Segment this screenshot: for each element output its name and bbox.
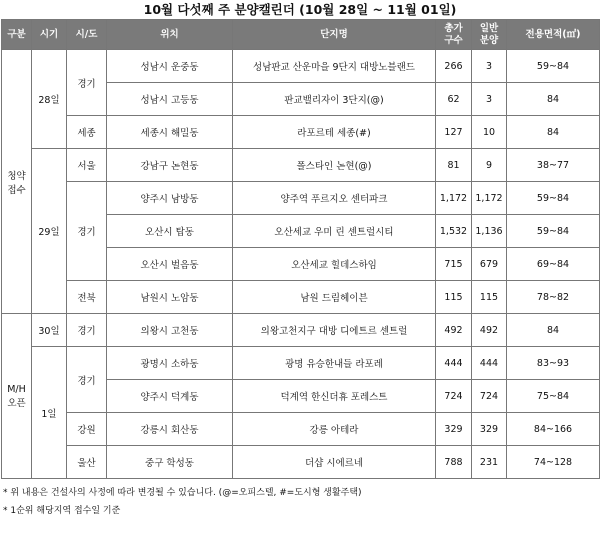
header-timing: 시기 (32, 20, 67, 50)
area-cell: 74~128 (507, 446, 600, 479)
timing-cell: 28일 (32, 50, 67, 149)
location-cell: 오산시 벌음동 (107, 248, 233, 281)
total-units-cell: 724 (436, 380, 472, 413)
location-cell: 세종시 해밀동 (107, 116, 233, 149)
area-cell: 84 (507, 314, 600, 347)
region-cell: 경기 (67, 347, 107, 413)
sales-calendar-table (1, 19, 600, 479)
area-cell: 75~84 (507, 380, 600, 413)
footnote-change-notice: * 위 내용은 건설사의 사정에 따라 변경될 수 있습니다. (@=오피스텔, #=도시형 생활주택) (3, 488, 362, 498)
total-units-cell: 266 (436, 50, 472, 83)
total-units-cell: 81 (436, 149, 472, 182)
section-label-line1: M/H (7, 383, 26, 395)
total-units-cell: 62 (436, 83, 472, 116)
region-cell: 경기 (67, 182, 107, 281)
table-row (2, 446, 600, 479)
general-supply-cell: 1,136 (472, 215, 507, 248)
general-supply-cell: 3 (472, 50, 507, 83)
location-cell: 의왕시 고천동 (107, 314, 233, 347)
header-complex: 단지명 (233, 20, 436, 50)
general-supply-cell: 329 (472, 413, 507, 446)
general-supply-cell: 444 (472, 347, 507, 380)
location-cell: 오산시 탑동 (107, 215, 233, 248)
general-supply-cell: 231 (472, 446, 507, 479)
header-row (2, 20, 600, 50)
general-supply-cell: 1,172 (472, 182, 507, 215)
complex-cell: 성남판교 산운마을 9단지 대방노블랜드 (233, 50, 436, 83)
location-cell: 광명시 소하동 (107, 347, 233, 380)
region-cell: 경기 (67, 50, 107, 116)
table-row (2, 413, 600, 446)
total-units-cell: 115 (436, 281, 472, 314)
region-cell: 경기 (67, 314, 107, 347)
table-row (2, 116, 600, 149)
section-cell (2, 50, 32, 314)
region-cell: 세종 (67, 116, 107, 149)
total-units-cell: 492 (436, 314, 472, 347)
header-general-line1: 일반 (479, 22, 499, 34)
area-cell: 84 (507, 116, 600, 149)
complex-cell: 폴스타인 논현(@) (233, 149, 436, 182)
complex-cell: 판교밸리자이 3단지(@) (233, 83, 436, 116)
total-units-cell: 788 (436, 446, 472, 479)
complex-cell: 양주역 푸르지오 센터파크 (233, 182, 436, 215)
area-cell: 78~82 (507, 281, 600, 314)
timing-cell: 30일 (32, 314, 67, 347)
area-cell: 84 (507, 83, 600, 116)
header-general-line2: 분양 (479, 34, 499, 46)
location-cell: 성남시 고등동 (107, 83, 233, 116)
complex-cell: 강릉 아테라 (233, 413, 436, 446)
table-row (2, 314, 600, 347)
area-cell: 84~166 (507, 413, 600, 446)
complex-cell: 덕계역 한신더휴 포레스트 (233, 380, 436, 413)
location-cell: 양주시 덕계동 (107, 380, 233, 413)
section-label-line1: 청약 (7, 170, 26, 182)
header-total-line1: 총가 (444, 22, 463, 34)
header-total-line2: 구수 (444, 34, 463, 46)
area-cell: 59~84 (507, 182, 600, 215)
region-cell: 울산 (67, 446, 107, 479)
region-cell: 전북 (67, 281, 107, 314)
complex-cell: 의왕고천지구 대방 디에트르 센트럴 (233, 314, 436, 347)
section-label-line2: 접수 (7, 184, 26, 196)
total-units-cell: 127 (436, 116, 472, 149)
timing-cell: 29일 (32, 149, 67, 314)
table-row (2, 182, 600, 215)
area-cell: 59~84 (507, 215, 600, 248)
location-cell: 강릉시 회산동 (107, 413, 233, 446)
general-supply-cell: 492 (472, 314, 507, 347)
page-title: 10월 다섯째 주 분양캘린더 (10월 28일 ~ 11월 01일) (143, 2, 457, 17)
area-cell: 38~77 (507, 149, 600, 182)
general-supply-cell: 724 (472, 380, 507, 413)
total-units-cell: 329 (436, 413, 472, 446)
timing-cell: 1일 (32, 347, 67, 479)
general-supply-cell: 115 (472, 281, 507, 314)
location-cell: 중구 학성동 (107, 446, 233, 479)
location-cell: 강남구 논현동 (107, 149, 233, 182)
footnote-date-basis: * 1순위 해당지역 접수일 기준 (3, 506, 121, 516)
complex-cell: 광명 유승한내들 라포레 (233, 347, 436, 380)
general-supply-cell: 679 (472, 248, 507, 281)
header-location: 위치 (107, 20, 233, 50)
complex-cell: 오산세교 힐데스하임 (233, 248, 436, 281)
total-units-cell: 715 (436, 248, 472, 281)
header-general-supply (472, 20, 507, 50)
complex-cell: 오산세교 우미 린 센트럴시티 (233, 215, 436, 248)
complex-cell: 라포르테 세종(#) (233, 116, 436, 149)
table-row (2, 347, 600, 380)
general-supply-cell: 10 (472, 116, 507, 149)
table-row (2, 149, 600, 182)
general-supply-cell: 3 (472, 83, 507, 116)
header-total-units (436, 20, 472, 50)
table-row (2, 50, 600, 83)
header-area: 전용면적(㎡) (507, 20, 600, 50)
total-units-cell: 1,532 (436, 215, 472, 248)
total-units-cell: 1,172 (436, 182, 472, 215)
header-category: 구분 (2, 20, 32, 50)
complex-cell: 더샵 시에르네 (233, 446, 436, 479)
footnotes (3, 484, 600, 520)
region-cell: 서울 (67, 149, 107, 182)
location-cell: 성남시 운중동 (107, 50, 233, 83)
total-units-cell: 444 (436, 347, 472, 380)
region-cell: 강원 (67, 413, 107, 446)
area-cell: 83~93 (507, 347, 600, 380)
area-cell: 59~84 (507, 50, 600, 83)
area-cell: 69~84 (507, 248, 600, 281)
header-region: 시/도 (67, 20, 107, 50)
location-cell: 남원시 노암동 (107, 281, 233, 314)
location-cell: 양주시 남방동 (107, 182, 233, 215)
general-supply-cell: 9 (472, 149, 507, 182)
table-row (2, 281, 600, 314)
section-label-line2: 오픈 (7, 397, 26, 409)
section-cell (2, 314, 32, 479)
complex-cell: 남원 드림헤이븐 (233, 281, 436, 314)
